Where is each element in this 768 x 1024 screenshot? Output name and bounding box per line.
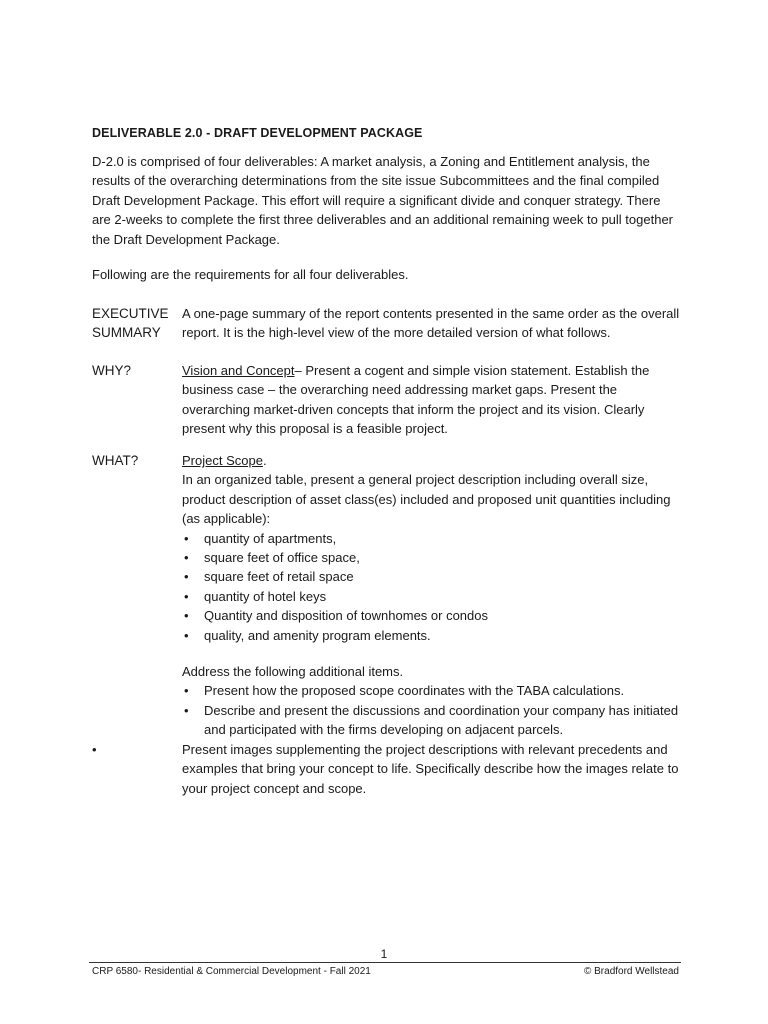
list-item: • Describe and present the discussions and coordination your company has initiated and participated with the firms developing on adjacent parcels. — [182, 701, 687, 740]
what-section — [182, 451, 687, 798]
additional-bullet-list — [182, 681, 687, 739]
why-label: WHY? — [92, 363, 132, 378]
footer-course: CRP 6580- Residential & Commercial Development - Fall 2021 — [92, 966, 371, 977]
footer-copyright: © Bradford Wellstead — [583, 966, 679, 977]
page-title: DELIVERABLE 2.0 - DRAFT DEVELOPMENT PACKAGE — [92, 126, 423, 140]
project-scope-heading: Project Scope — [182, 453, 263, 468]
images-paragraph: Present images supplementing the project descriptions with relevant precedents and examples that bring your concept to life. Specifically describe how the images relate to your project concept and scope. — [182, 741, 679, 796]
list-item: • quality, and amenity program elements. — [182, 626, 687, 645]
executive-label-line1: EXECUTIVE — [92, 306, 169, 321]
requirements-intro: Following are the requirements for all four deliverables. — [92, 267, 409, 282]
list-item: • square feet of office space, — [182, 548, 687, 567]
project-scope-suffix: . — [262, 453, 267, 468]
page-number: 1 — [380, 947, 388, 961]
executive-label — [92, 304, 169, 343]
list-item: • quantity of apartments, — [182, 529, 687, 548]
list-item: • Quantity and disposition of townhomes or condos — [182, 606, 687, 625]
project-scope-line — [182, 451, 687, 470]
project-scope-text: In an organized table, present a general project description including overall size, product description of asset class(es) included and proposed unit quantities including (as applicable): — [182, 472, 671, 527]
list-item: • quantity of hotel keys — [182, 587, 687, 606]
scope-bullet-list — [182, 529, 687, 645]
executive-label-line2: SUMMARY — [92, 325, 161, 341]
additional-items-intro: Address the following additional items. — [182, 664, 404, 680]
intro-paragraph: D-2.0 is comprised of four deliverables: A market analysis, a Zoning and Entitlement analysis, the results of the overarching determinations from the site issue Subcommittees and the final compiled Draft Development Package. This effort will require a significant divide and conquer strategy. There are 2-weeks to complete the first three deliverables and an additional remaining week to pull together the Draft Development Package. — [92, 154, 674, 247]
why-paragraph — [182, 361, 687, 439]
what-label: WHAT? — [92, 453, 139, 468]
why-text: – Present a cogent and simple vision statement. Establish the business case – the overarching need addressing market gaps. Present the overarching market-driven concepts that inform the project and its vision. Clearly present why this proposal is a feasible project. — [182, 363, 650, 437]
vision-concept-heading: Vision and Concept — [182, 363, 295, 378]
stray-bullet: • — [92, 742, 97, 757]
executive-summary-text: A one-page summary of the report contents presented in the same order as the overall report. It is the high-level view of the more detailed version of what follows. — [182, 306, 680, 341]
list-item: • square feet of retail space — [182, 567, 687, 586]
list-item: • Present how the proposed scope coordinates with the TABA calculations. — [182, 681, 687, 700]
